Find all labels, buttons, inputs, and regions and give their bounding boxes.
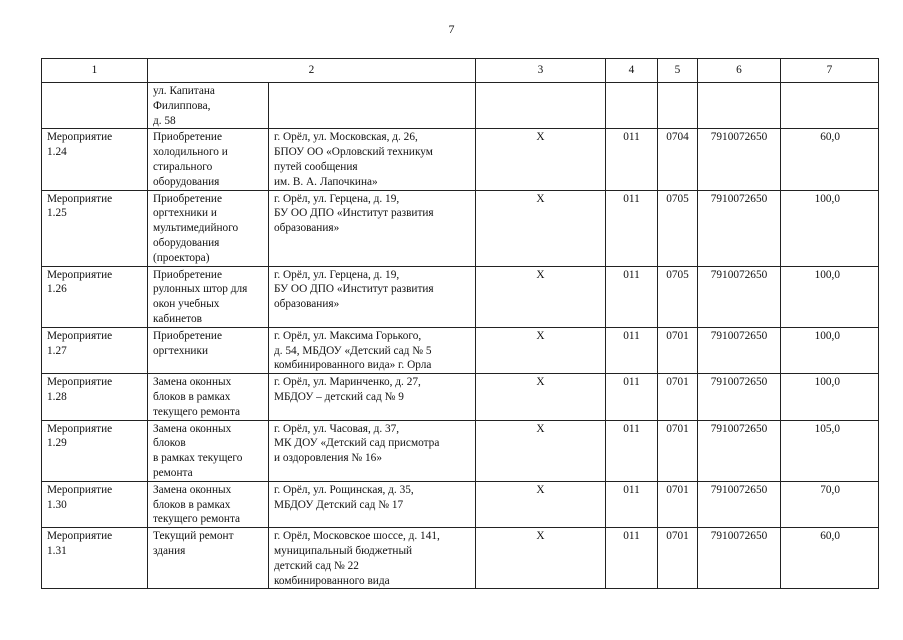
address-cell: г. Орёл, ул. Максима Горького, д. 54, МБДОУ «Детский сад № 5 комбинированного вида» г. Орла — [269, 327, 476, 373]
col3-cell: Х — [476, 129, 606, 190]
name-cell: Приобретение оргтехники и мультимедийного оборудования (проектора) — [148, 190, 269, 266]
col6-cell: 7910072650 — [698, 190, 781, 266]
table-row — [42, 420, 879, 481]
name-cell: Замена оконных блоков в рамках текущего ремонта — [148, 374, 269, 420]
col4-cell: 011 — [606, 266, 658, 327]
name-cell: Замена оконных блоков в рамках текущего ремонта — [148, 481, 269, 527]
col6-cell: 7910072650 — [698, 420, 781, 481]
col5-cell: 0705 — [658, 266, 698, 327]
address-cell: г. Орёл, ул. Московская, д. 26, БПОУ ОО «Орловский техникум путей сообщения им. В. А. Лапочкина» — [269, 129, 476, 190]
col7-cell: 60,0 — [781, 129, 879, 190]
col7-cell: 100,0 — [781, 266, 879, 327]
address-cell: г. Орёл, ул. Рощинская, д. 35, МБДОУ Детский сад № 17 — [269, 481, 476, 527]
col5-cell: 0701 — [658, 528, 698, 589]
event-cell: Мероприятие 1.31 — [42, 528, 148, 589]
event-cell — [42, 83, 148, 129]
address-cell: г. Орёл, ул. Часовая, д. 37, МК ДОУ «Детский сад присмотра и оздоровления № 16» — [269, 420, 476, 481]
col6-cell: 7910072650 — [698, 327, 781, 373]
col3-cell: Х — [476, 481, 606, 527]
col4-cell: 011 — [606, 327, 658, 373]
col5-cell — [658, 83, 698, 129]
col7-cell: 105,0 — [781, 420, 879, 481]
header-col-5: 5 — [658, 59, 698, 83]
col3-cell: Х — [476, 327, 606, 373]
header-col-6: 6 — [698, 59, 781, 83]
table-body — [42, 83, 879, 589]
table-row — [42, 190, 879, 266]
col6-cell: 7910072650 — [698, 528, 781, 589]
col7-cell: 70,0 — [781, 481, 879, 527]
col5-cell: 0701 — [658, 481, 698, 527]
col6-cell: 7910072650 — [698, 374, 781, 420]
event-cell: Мероприятие 1.26 — [42, 266, 148, 327]
event-cell: Мероприятие 1.25 — [42, 190, 148, 266]
event-cell: Мероприятие 1.27 — [42, 327, 148, 373]
name-cell: Замена оконных блоков в рамках текущего ремонта — [148, 420, 269, 481]
col3-cell: Х — [476, 266, 606, 327]
address-cell — [269, 83, 476, 129]
col6-cell: 7910072650 — [698, 481, 781, 527]
table-row — [42, 481, 879, 527]
col5-cell: 0704 — [658, 129, 698, 190]
table-row — [42, 83, 879, 129]
col4-cell: 011 — [606, 374, 658, 420]
col4-cell: 011 — [606, 190, 658, 266]
header-row — [42, 59, 879, 83]
col3-cell: Х — [476, 374, 606, 420]
address-cell: г. Орёл, Московское шоссе, д. 141, муниципальный бюджетный детский сад № 22 комбинированного вида — [269, 528, 476, 589]
budget-table — [41, 58, 879, 589]
col4-cell: 011 — [606, 129, 658, 190]
col4-cell: 011 — [606, 420, 658, 481]
col5-cell: 0701 — [658, 374, 698, 420]
col7-cell: 60,0 — [781, 528, 879, 589]
col7-cell: 100,0 — [781, 374, 879, 420]
event-cell: Мероприятие 1.24 — [42, 129, 148, 190]
table-row — [42, 129, 879, 190]
col3-cell: Х — [476, 528, 606, 589]
address-cell: г. Орёл, ул. Маринченко, д. 27, МБДОУ – детский сад № 9 — [269, 374, 476, 420]
event-cell: Мероприятие 1.29 — [42, 420, 148, 481]
table-row — [42, 528, 879, 589]
col5-cell: 0701 — [658, 420, 698, 481]
col6-cell — [698, 83, 781, 129]
header-col-2: 2 — [148, 59, 476, 83]
name-cell: ул. Капитана Филиппова, д. 58 — [148, 83, 269, 129]
col6-cell: 7910072650 — [698, 129, 781, 190]
name-cell: Текущий ремонт здания — [148, 528, 269, 589]
name-cell: Приобретение рулонных штор для окон учебных кабинетов — [148, 266, 269, 327]
col4-cell: 011 — [606, 481, 658, 527]
event-cell: Мероприятие 1.30 — [42, 481, 148, 527]
col7-cell: 100,0 — [781, 190, 879, 266]
col7-cell: 100,0 — [781, 327, 879, 373]
page-number: 7 — [448, 22, 455, 36]
header-col-4: 4 — [606, 59, 658, 83]
col4-cell: 011 — [606, 528, 658, 589]
col7-cell — [781, 83, 879, 129]
col5-cell: 0705 — [658, 190, 698, 266]
col3-cell: Х — [476, 420, 606, 481]
address-cell: г. Орёл, ул. Герцена, д. 19, БУ ОО ДПО «Институт развития образования» — [269, 190, 476, 266]
table-row — [42, 374, 879, 420]
col6-cell: 7910072650 — [698, 266, 781, 327]
header-col-7: 7 — [781, 59, 879, 83]
col4-cell — [606, 83, 658, 129]
header-col-1: 1 — [42, 59, 148, 83]
address-cell: г. Орёл, ул. Герцена, д. 19, БУ ОО ДПО «Институт развития образования» — [269, 266, 476, 327]
table-row — [42, 327, 879, 373]
col3-cell — [476, 83, 606, 129]
col3-cell: Х — [476, 190, 606, 266]
header-col-3: 3 — [476, 59, 606, 83]
table-row — [42, 266, 879, 327]
event-cell: Мероприятие 1.28 — [42, 374, 148, 420]
name-cell: Приобретение холодильного и стирального оборудования — [148, 129, 269, 190]
col5-cell: 0701 — [658, 327, 698, 373]
name-cell: Приобретение оргтехники — [148, 327, 269, 373]
